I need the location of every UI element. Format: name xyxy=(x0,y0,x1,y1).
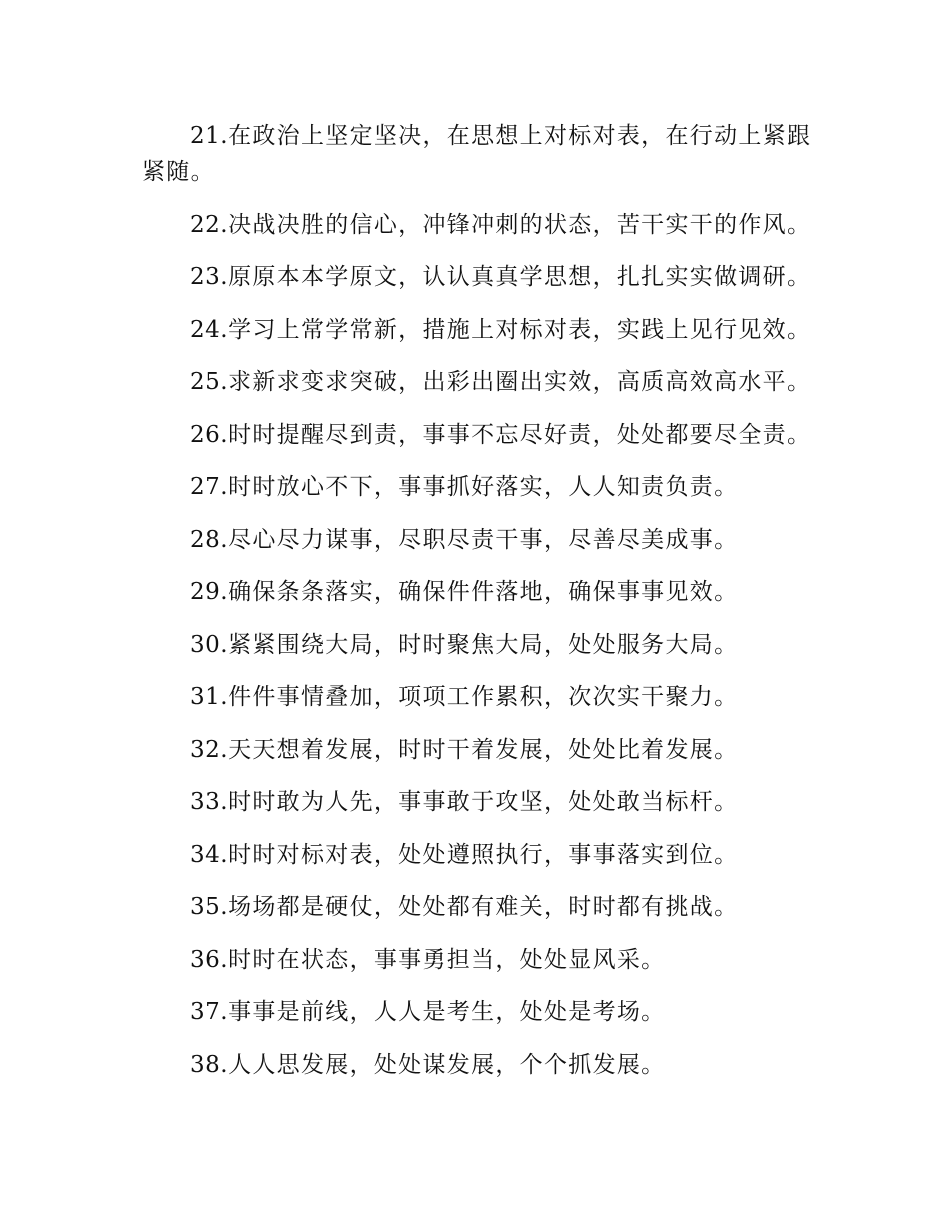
item-number: 23. xyxy=(190,264,229,290)
item-number: 29. xyxy=(190,579,229,605)
list-item xyxy=(142,942,812,978)
item-number: 38. xyxy=(190,1051,229,1078)
item-text: 时时放心不下，事事抓好落实，人人知责负责。 xyxy=(228,474,739,500)
item-text: 件件事情叠加，项项工作累积，次次实干聚力。 xyxy=(228,684,739,710)
item-number: 37. xyxy=(190,999,229,1025)
item-text: 时时对标对表，处处遵照执行，事事落实到位。 xyxy=(228,841,739,868)
item-text: 学习上常学常新，措施上对标对表，实践上见行见效。 xyxy=(228,316,812,343)
list-item xyxy=(142,627,812,663)
list-item xyxy=(142,312,812,348)
item-text: 在政治上坚定坚决，在思想上对标对表，在行动上紧跟紧随。 xyxy=(142,123,812,185)
item-text: 尽心尽力谋事，尽职尽责干事，尽善尽美成事。 xyxy=(228,526,739,553)
item-number: 25. xyxy=(190,369,229,395)
list-item xyxy=(142,469,812,505)
item-text: 求新求变求突破，出彩出圈出实效，高质高效高水平。 xyxy=(228,369,812,395)
list-item xyxy=(142,679,812,715)
item-text: 决战决胜的信心，冲锋冲刺的状态，苦干实干的作风。 xyxy=(228,211,812,238)
item-number: 35. xyxy=(190,894,229,920)
item-number: 32. xyxy=(190,736,229,763)
item-text: 时时在状态，事事勇担当，处处显风采。 xyxy=(228,946,666,973)
item-number: 24. xyxy=(190,316,229,343)
list-item xyxy=(142,207,812,243)
item-text: 天天想着发展，时时干着发展，处处比着发展。 xyxy=(228,736,739,763)
item-text: 事事是前线，人人是考生，处处是考场。 xyxy=(228,999,666,1025)
list-item xyxy=(142,118,812,190)
list-item xyxy=(142,259,812,295)
list-item xyxy=(142,784,812,820)
list-item xyxy=(142,417,812,453)
list-item xyxy=(142,364,812,400)
item-number: 28. xyxy=(190,526,229,553)
list-item xyxy=(142,837,812,873)
item-number: 33. xyxy=(190,789,229,815)
item-text: 确保条条落实，确保件件落地，确保事事见效。 xyxy=(228,579,739,605)
list-item xyxy=(142,994,812,1030)
list-item xyxy=(142,732,812,768)
item-text: 人人思发展，处处谋发展，个个抓发展。 xyxy=(228,1051,666,1078)
item-number: 22. xyxy=(190,211,229,238)
item-text: 原原本本学原文，认认真真学思想，扎扎实实做调研。 xyxy=(228,264,812,290)
item-number: 31. xyxy=(190,684,229,710)
list-item xyxy=(142,1047,812,1083)
item-number: 27. xyxy=(190,474,229,500)
item-number: 21. xyxy=(190,123,229,149)
item-text: 紧紧围绕大局，时时聚焦大局，处处服务大局。 xyxy=(228,631,739,658)
item-number: 30. xyxy=(190,631,229,658)
list-item xyxy=(142,889,812,925)
item-text: 时时敢为人先，事事敢于攻坚，处处敢当标杆。 xyxy=(228,789,739,815)
item-text: 场场都是硬仗，处处都有难关，时时都有挑战。 xyxy=(228,894,739,920)
item-number: 34. xyxy=(190,841,229,868)
document-body xyxy=(142,118,812,1099)
item-number: 26. xyxy=(190,421,229,448)
item-number: 36. xyxy=(190,946,229,973)
list-item xyxy=(142,574,812,610)
list-item xyxy=(142,522,812,558)
item-text: 时时提醒尽到责，事事不忘尽好责，处处都要尽全责。 xyxy=(228,421,812,448)
